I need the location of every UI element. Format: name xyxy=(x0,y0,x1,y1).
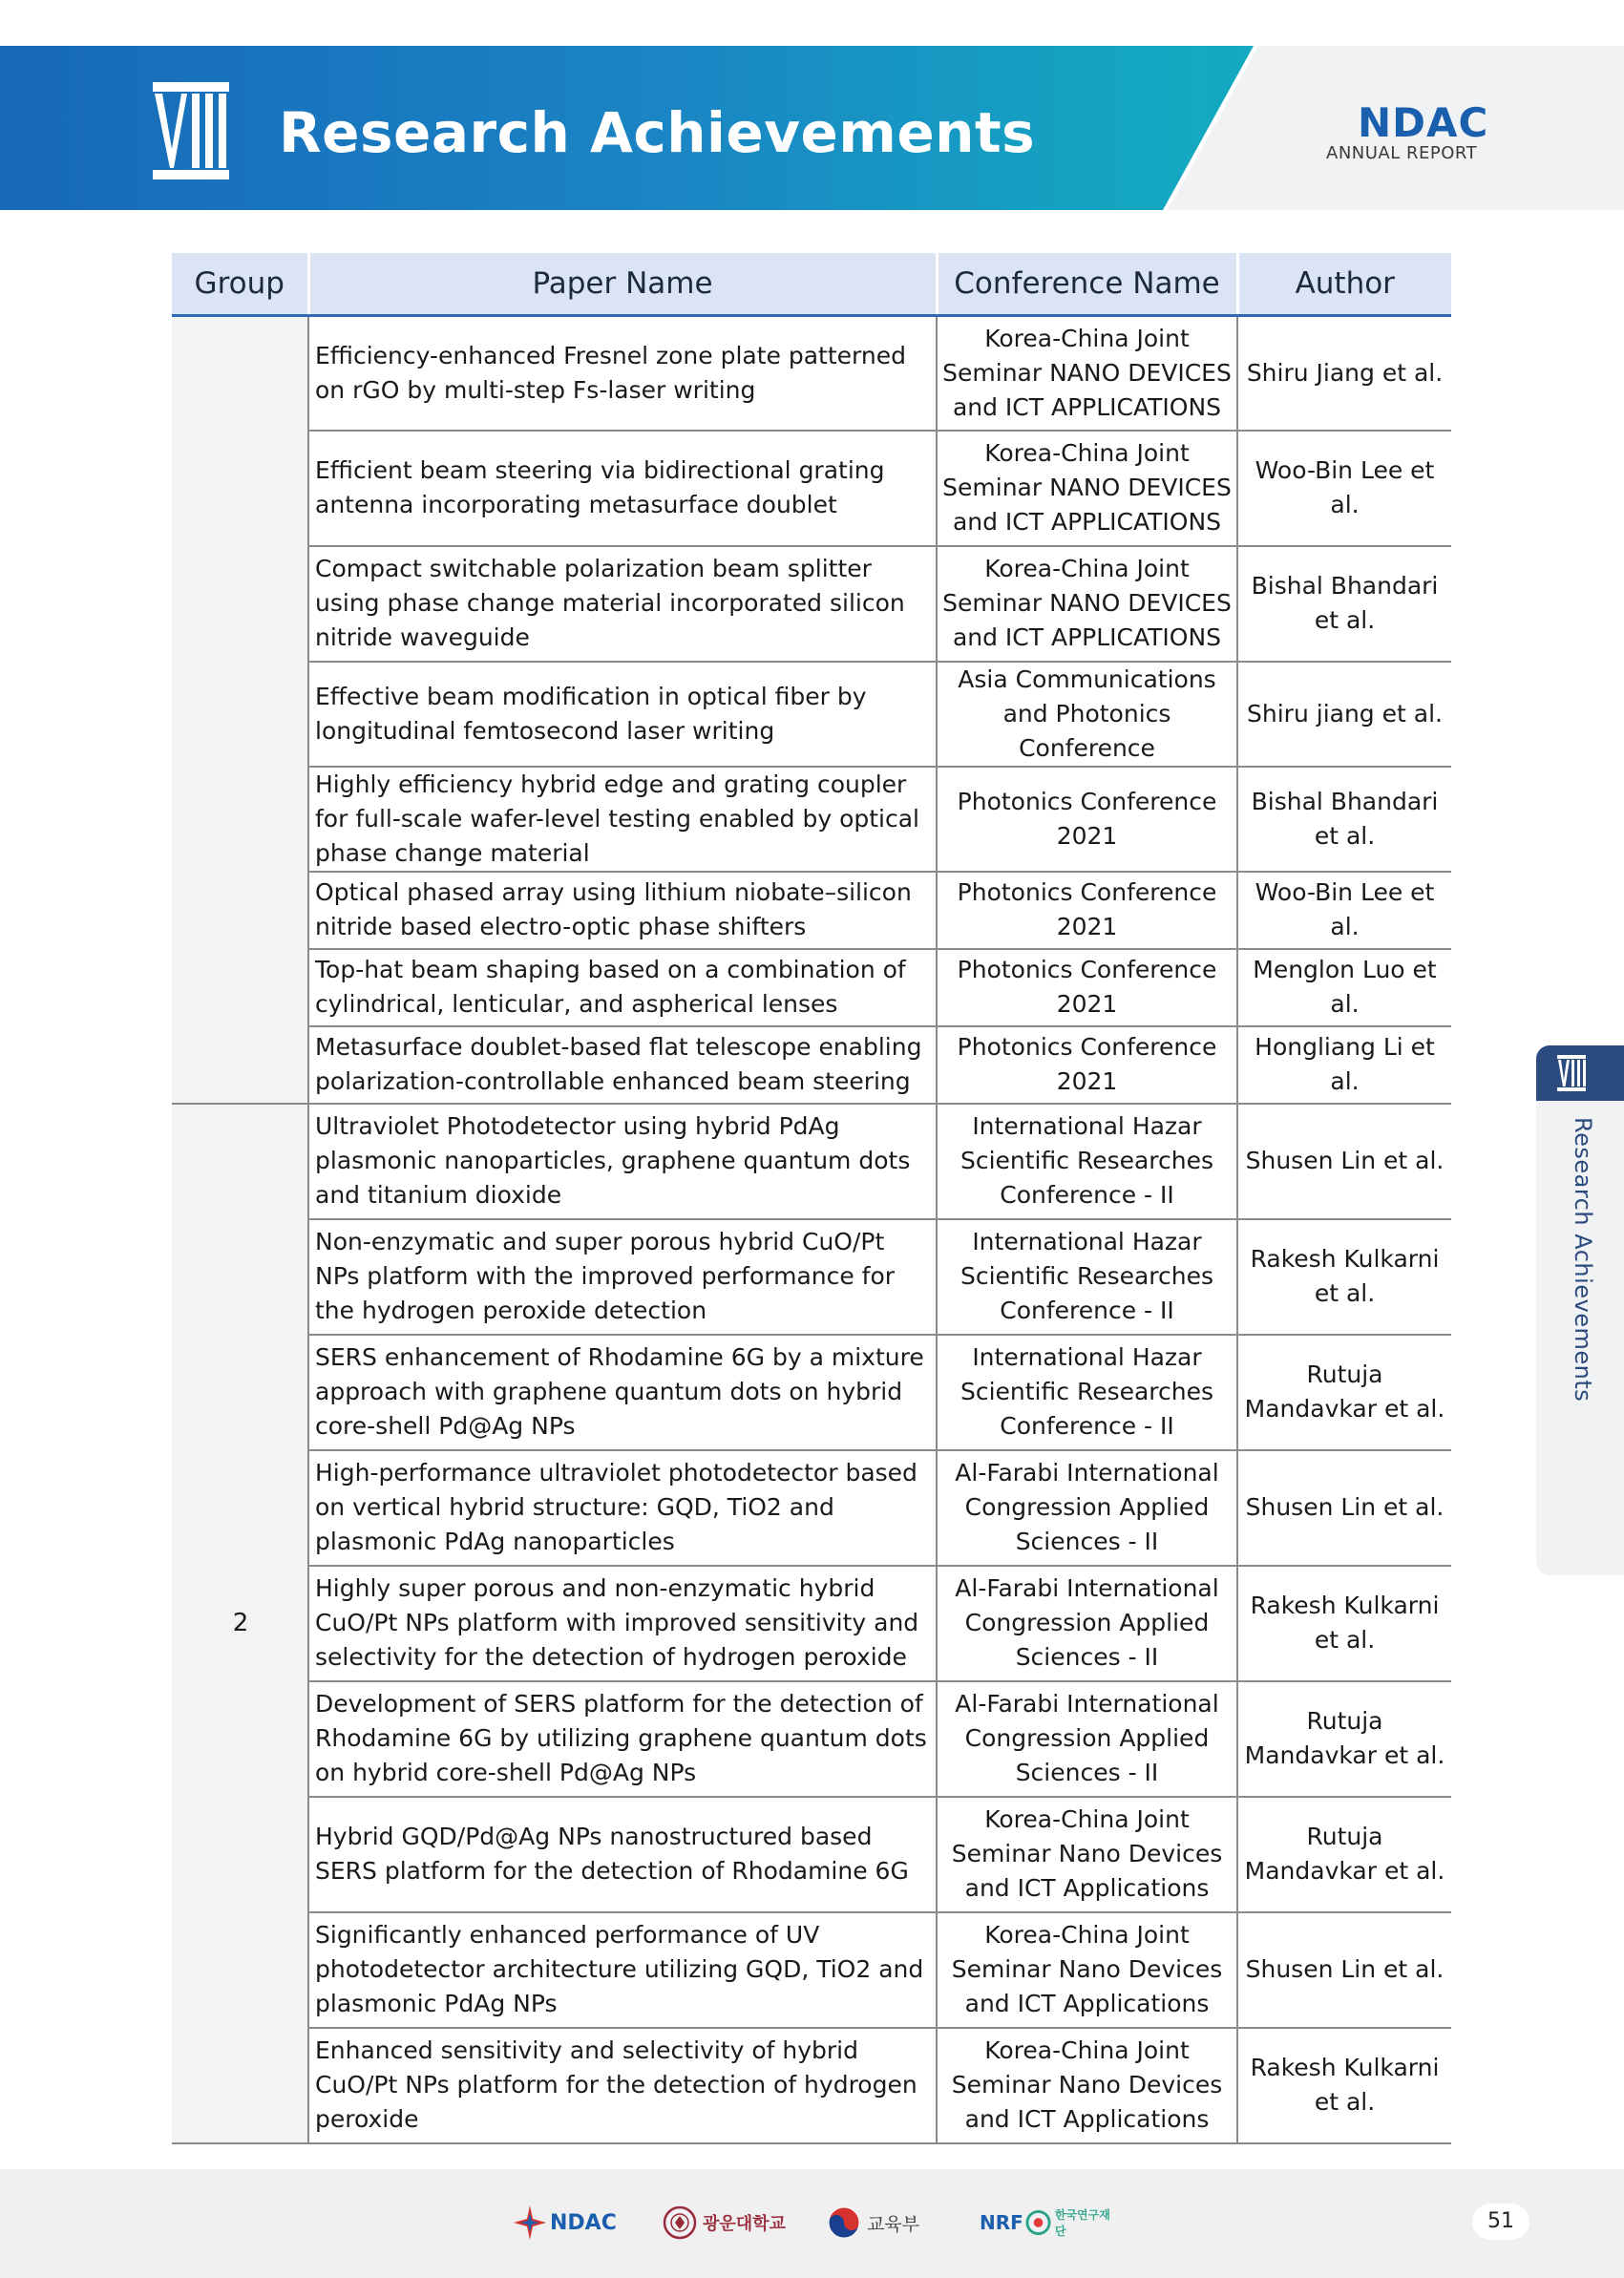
table-row xyxy=(172,2028,1451,2143)
author-cell: Rakesh Kulkarni et al. xyxy=(1237,2028,1451,2143)
table-row xyxy=(172,872,1451,949)
paper-name-cell: SERS enhancement of Rhodamine 6G by a mixture approach with graphene quantum dots on hybrid core-shell Pd@Ag NPs xyxy=(308,1335,937,1450)
conference-cell: Korea-China Joint Seminar NANO DEVICES and ICT APPLICATIONS xyxy=(937,546,1237,662)
footer-logo-nrf xyxy=(980,2204,1119,2242)
author-cell: Shiru Jiang et al. xyxy=(1237,316,1451,431)
author-cell: Shusen Lin et al. xyxy=(1237,1104,1451,1219)
column-header-author: Author xyxy=(1237,253,1451,316)
column-header-group: Group xyxy=(172,253,308,316)
table-row xyxy=(172,767,1451,872)
table-row xyxy=(172,1566,1451,1681)
conference-cell: Photonics Conference 2021 xyxy=(937,949,1237,1026)
conference-cell: Photonics Conference 2021 xyxy=(937,767,1237,872)
ndac-star-icon xyxy=(514,2205,546,2240)
author-cell: Shiru jiang et al. xyxy=(1237,662,1451,767)
conference-cell: Korea-China Joint Seminar NANO DEVICES and ICT APPLICATIONS xyxy=(937,316,1237,431)
paper-name-cell: Top-hat beam shaping based on a combination of cylindrical, lenticular, and aspherical lenses xyxy=(308,949,937,1026)
author-cell: Woo-Bin Lee et al. xyxy=(1237,431,1451,546)
side-tab-label: Research Achievements xyxy=(1570,1117,1596,1403)
paper-name-cell: Significantly enhanced performance of UV photodetector architecture utilizing GQD, TiO2 and plasmonic PdAg NPs xyxy=(308,1912,937,2028)
page-footer xyxy=(0,2169,1624,2278)
page-header xyxy=(0,46,1624,210)
conference-cell: Korea-China Joint Seminar Nano Devices and ICT Applications xyxy=(937,2028,1237,2143)
author-cell: Bishal Bhandari et al. xyxy=(1237,546,1451,662)
paper-name-cell: Effective beam modification in optical fiber by longitudinal femtosecond laser writing xyxy=(308,662,937,767)
footer-logo-moe xyxy=(827,2204,949,2242)
author-cell: Rutuja Mandavkar et al. xyxy=(1237,1335,1451,1450)
author-cell: Rutuja Mandavkar et al. xyxy=(1237,1797,1451,1912)
paper-name-cell: Metasurface doublet-based flat telescope enabling polarization-controllable enhanced beam steering xyxy=(308,1026,937,1104)
author-cell: Rakesh Kulkarni et al. xyxy=(1237,1566,1451,1681)
paper-name-cell: Development of SERS platform for the detection of Rhodamine 6G by utilizing graphene quantum dots on hybrid core-shell Pd@Ag NPs xyxy=(308,1681,937,1797)
footer-ndac-text: NDAC xyxy=(550,2210,617,2235)
conference-cell: Al-Farabi International Congression Applied Sciences - II xyxy=(937,1681,1237,1797)
conference-cell: Al-Farabi International Congression Applied Sciences - II xyxy=(937,1566,1237,1681)
conference-cell: International Hazar Scientific Researches Conference - II xyxy=(937,1104,1237,1219)
table-row xyxy=(172,431,1451,546)
table-row xyxy=(172,1797,1451,1912)
table-row xyxy=(172,1104,1451,1219)
conference-cell: Al-Farabi International Congression Applied Sciences - II xyxy=(937,1450,1237,1566)
author-cell: Woo-Bin Lee et al. xyxy=(1237,872,1451,949)
footer-nrf-caption: 한국연구재단 xyxy=(1054,2208,1110,2238)
footer-nrf-text: NRF xyxy=(980,2211,1023,2234)
footer-kwangwoon-text: 광운대학교 xyxy=(703,2214,786,2234)
paper-name-cell: Ultraviolet Photodetector using hybrid PdAg plasmonic nanoparticles, graphene quantum dots and titanium dioxide xyxy=(308,1104,937,1219)
paper-name-cell: Highly super porous and non-enzymatic hybrid CuO/Pt NPs platform with improved sensitivity and selectivity for the detection of hydrogen peroxide xyxy=(308,1566,937,1681)
paper-name-cell: Optical phased array using lithium niobate–silicon nitride based electro-optic phase shifters xyxy=(308,872,937,949)
page-number: 51 xyxy=(1472,2204,1529,2240)
table-row xyxy=(172,1219,1451,1335)
side-tab-header xyxy=(1536,1045,1624,1101)
column-header-paper: Paper Name xyxy=(308,253,937,316)
chapter-numeral-icon xyxy=(153,82,229,179)
group-cell xyxy=(172,316,308,1104)
table-row xyxy=(172,949,1451,1026)
group-cell: 2 xyxy=(172,1104,308,2143)
paper-name-cell: Highly efficiency hybrid edge and grating coupler for full-scale wafer-level testing enabled by optical phase change material xyxy=(308,767,937,872)
table-row xyxy=(172,546,1451,662)
author-cell: Shusen Lin et al. xyxy=(1237,1912,1451,2028)
page-title: Research Achievements xyxy=(279,100,1036,165)
research-table xyxy=(172,253,1451,2144)
table-header-row xyxy=(172,253,1451,316)
author-cell: Shusen Lin et al. xyxy=(1237,1450,1451,1566)
table-row xyxy=(172,1335,1451,1450)
column-header-conference: Conference Name xyxy=(937,253,1237,316)
conference-cell: Photonics Conference 2021 xyxy=(937,1026,1237,1104)
author-cell: Rutuja Mandavkar et al. xyxy=(1237,1681,1451,1797)
table-row xyxy=(172,1912,1451,2028)
paper-name-cell: Enhanced sensitivity and selectivity of hybrid CuO/Pt NPs platform for the detection of hydrogen peroxide xyxy=(308,2028,937,2143)
taegeuk-icon xyxy=(827,2205,861,2240)
paper-name-cell: Compact switchable polarization beam splitter using phase change material incorporated silicon nitride waveguide xyxy=(308,546,937,662)
paper-name-cell: Efficient beam steering via bidirectional grating antenna incorporating metasurface doublet xyxy=(308,431,937,546)
footer-logo-kwangwoon xyxy=(663,2204,791,2242)
conference-cell: International Hazar Scientific Researches Conference - II xyxy=(937,1335,1237,1450)
table-row xyxy=(172,662,1451,767)
conference-cell: Asia Communications and Photonics Conference xyxy=(937,662,1237,767)
nrf-emblem-icon xyxy=(1025,2209,1051,2236)
conference-cell: Photonics Conference 2021 xyxy=(937,872,1237,949)
table-row xyxy=(172,1681,1451,1797)
table-row xyxy=(172,316,1451,431)
paper-name-cell: Hybrid GQD/Pd@Ag NPs nanostructured based SERS platform for the detection of Rhodamine 6G xyxy=(308,1797,937,1912)
table-row xyxy=(172,1026,1451,1104)
paper-name-cell: High-performance ultraviolet photodetector based on vertical hybrid structure: GQD, TiO2 and plasmonic PdAg nanoparticles xyxy=(308,1450,937,1566)
annual-report-label: ANNUAL REPORT xyxy=(1326,143,1478,163)
author-cell: Hongliang Li et al. xyxy=(1237,1026,1451,1104)
conference-cell: Korea-China Joint Seminar NANO DEVICES and ICT APPLICATIONS xyxy=(937,431,1237,546)
author-cell: Bishal Bhandari et al. xyxy=(1237,767,1451,872)
author-cell: Menglon Luo et al. xyxy=(1237,949,1451,1026)
conference-cell: Korea-China Joint Seminar Nano Devices and ICT Applications xyxy=(937,1912,1237,2028)
footer-logo-ndac xyxy=(514,2204,626,2242)
table-row xyxy=(172,1450,1451,1566)
footer-moe-text: 교육부 xyxy=(867,2213,920,2235)
paper-name-cell: Non-enzymatic and super porous hybrid CuO/Pt NPs platform with the improved performance for the hydrogen peroxide detection xyxy=(308,1219,937,1335)
paper-name-cell: Efficiency-enhanced Fresnel zone plate patterned on rGO by multi-step Fs-laser writing xyxy=(308,316,937,431)
author-cell: Rakesh Kulkarni et al. xyxy=(1237,1219,1451,1335)
conference-cell: International Hazar Scientific Researches Conference - II xyxy=(937,1219,1237,1335)
ndac-logo: NDAC xyxy=(1358,99,1489,146)
conference-cell: Korea-China Joint Seminar Nano Devices and ICT Applications xyxy=(937,1797,1237,1912)
university-seal-icon xyxy=(663,2205,697,2240)
chapter-numeral-icon xyxy=(1557,1055,1586,1091)
